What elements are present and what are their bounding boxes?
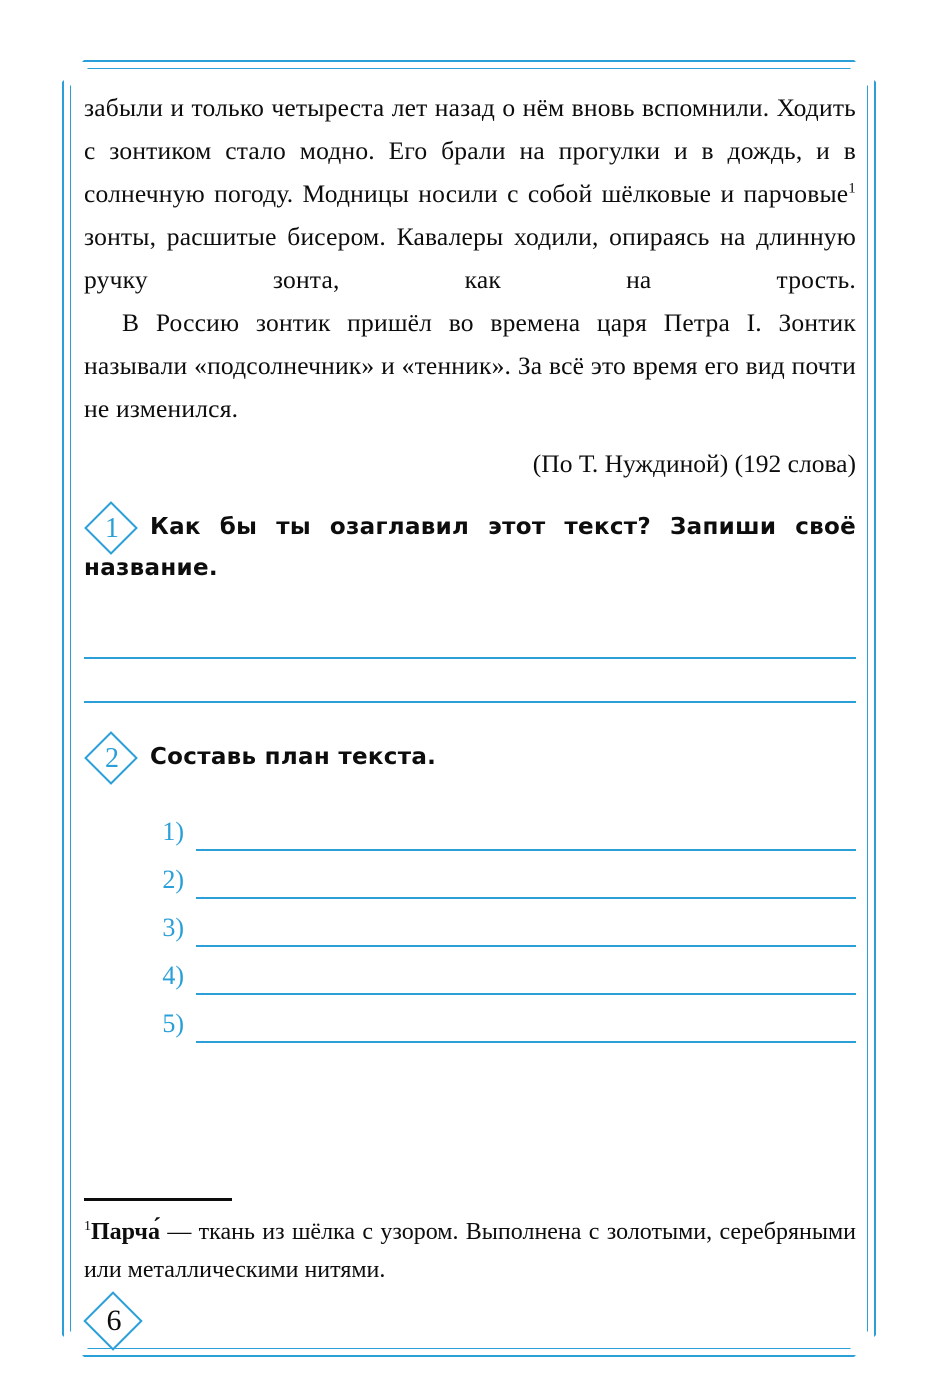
page-number — [70, 1292, 202, 1350]
plan-item[interactable] — [84, 803, 856, 851]
source-attribution: (По Т. Нуждиной) (192 слова) — [532, 449, 856, 478]
plan-item-number: 5) — [162, 1009, 184, 1038]
footnote-section — [84, 1198, 856, 1289]
plan-item-number: 1) — [162, 817, 184, 846]
task-1 — [84, 507, 856, 589]
paragraph-2: В Россию зонтик пришёл во времена царя Петра I. Зонтик называли «подсолнечник» и «тенник». За всё это время его вид почти не изменился. — [84, 308, 856, 423]
plan-item[interactable] — [84, 947, 856, 995]
task-2 — [84, 737, 856, 785]
page-number-value: 6 — [106, 1304, 122, 1337]
task-1-badge — [86, 503, 138, 555]
plan-item-line[interactable] — [196, 1003, 856, 1043]
task-2-plan-area — [84, 803, 856, 1043]
task-1-answer-area[interactable] — [84, 615, 856, 703]
task-2-badge — [86, 733, 138, 785]
plan-item-line[interactable] — [196, 859, 856, 899]
plan-item-number: 4) — [162, 961, 184, 990]
footnote-definition: — ткань из шёлка с узором. Выполнена с золотыми, серебряными или металлическими нитями. — [84, 1219, 856, 1283]
plan-item-line[interactable] — [196, 907, 856, 947]
footnote-term: Парча́ — [91, 1219, 160, 1245]
footnote-divider — [84, 1198, 232, 1201]
plan-item[interactable] — [84, 851, 856, 899]
plan-item[interactable] — [84, 899, 856, 947]
plan-item-number: 2) — [162, 865, 184, 894]
answer-line[interactable] — [84, 659, 856, 703]
paragraph-1 — [84, 86, 856, 301]
task-1-text — [84, 507, 856, 589]
paragraph-1-text: забыли и только четыреста лет назад о нём вновь вспомнили. Ходить с зонтиком стало модно. Его брали на прогулки и в дождь, и в солнечную погоду. Модницы носили с собой шёлковые и парчовые — [84, 93, 856, 208]
footnote-marker: 1 — [848, 180, 856, 197]
task-1-number: 1 — [105, 513, 119, 544]
plan-item-line[interactable] — [196, 811, 856, 851]
plan-item[interactable] — [84, 995, 856, 1043]
footnote-text — [84, 1213, 856, 1289]
footnote-number: 1 — [84, 1219, 91, 1234]
page-content — [84, 86, 856, 1043]
plan-item-line[interactable] — [196, 955, 856, 995]
task-2-label: Составь план текста. — [150, 744, 437, 770]
task-2-text — [84, 737, 856, 778]
task-1-label: Как бы ты озаглавил этот текст? Запиши своё название. — [84, 514, 856, 581]
answer-line[interactable] — [84, 615, 856, 659]
plan-item-number: 3) — [162, 913, 184, 942]
paragraph-1-tail: зонты, расшитые бисером. Кавалеры ходили, опираясь на длинную ручку зонта, как на трость. — [84, 222, 856, 294]
task-2-number: 2 — [105, 743, 119, 774]
